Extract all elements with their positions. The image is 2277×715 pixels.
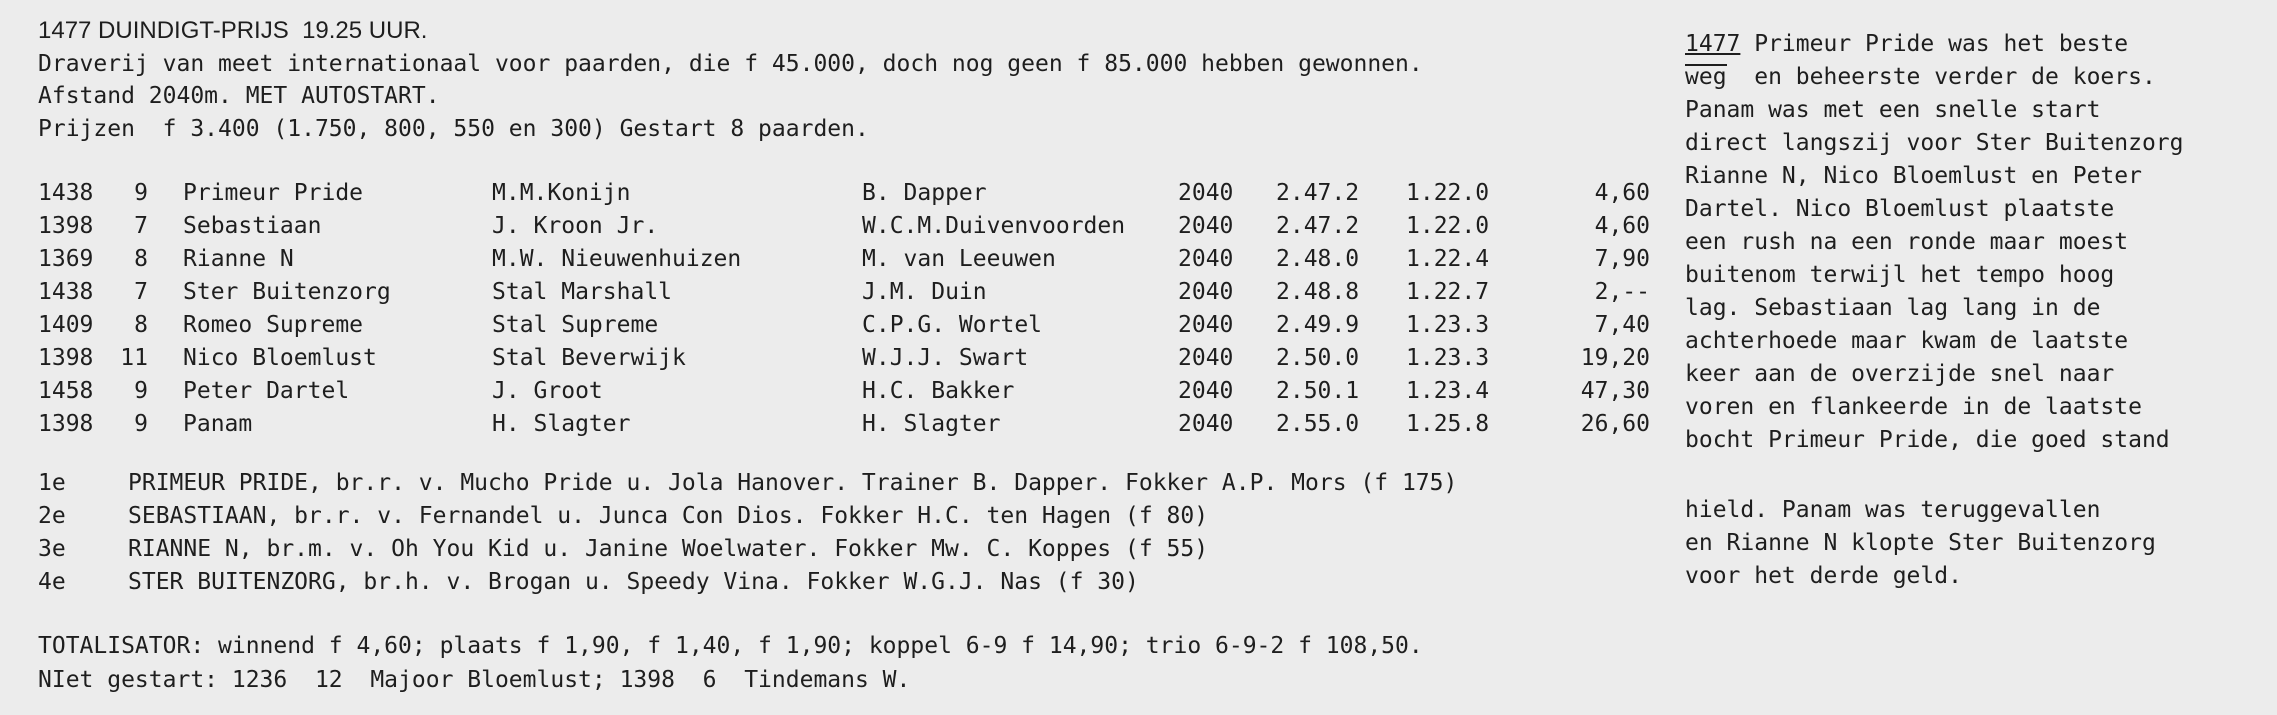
cell-km: 1.22.0 (1406, 180, 1490, 206)
cell-start: 8 (134, 312, 148, 338)
race-distance: Afstand 2040m. MET AUTOSTART. (38, 83, 440, 109)
cell-start: 9 (134, 411, 148, 437)
cell-driver: H. Slagter (862, 411, 1001, 437)
cell-odds: 26,60 (1580, 411, 1650, 437)
commentary-line: keer aan de overzijde snel naar (1685, 361, 2115, 387)
cell-owner: J. Kroon Jr. (492, 213, 659, 239)
cell-driver: J.M. Duin (862, 279, 987, 305)
cell-owner: Stal Marshall (492, 279, 673, 305)
cell-odds: 19,20 (1580, 345, 1650, 371)
cell-time: 2.48.8 (1276, 279, 1360, 305)
cell-driver: W.J.J. Swart (862, 345, 1029, 371)
commentary-line: Rianne N, Nico Bloemlust en Peter (1685, 163, 2142, 189)
commentary-first-line (1685, 28, 2128, 61)
cell-dist: 2040 (1178, 312, 1234, 338)
commentary-line: direct langszij voor Ster Buitenzorg (1685, 130, 2184, 156)
cell-km: 1.23.3 (1406, 345, 1490, 371)
cell-horse: Rianne N (183, 246, 294, 272)
cell-horse: Ster Buitenzorg (183, 279, 391, 305)
cell-time: 2.47.2 (1276, 213, 1360, 239)
commentary-line: en Rianne N klopte Ster Buitenzorg (1685, 530, 2156, 556)
commentary-second-line (1685, 61, 2156, 94)
placing-text: SEBASTIAAN, br.r. v. Fernandel u. Junca Con Dios. Fokker H.C. ten Hagen (f 80) (128, 503, 1209, 529)
cell-nr: 1369 (38, 246, 94, 272)
commentary-line: voor het derde geld. (1685, 563, 1962, 589)
cell-odds: 7,90 (1594, 246, 1650, 272)
placing-text: RIANNE N, br.m. v. Oh You Kid u. Janine Woelwater. Fokker Mw. C. Koppes (f 55) (128, 536, 1209, 562)
cell-nr: 1438 (38, 279, 94, 305)
cell-owner: Stal Beverwijk (492, 345, 686, 371)
cell-nr: 1398 (38, 411, 94, 437)
cell-time: 2.48.0 (1276, 246, 1360, 272)
cell-driver: H.C. Bakker (862, 378, 1015, 404)
cell-km: 1.22.7 (1406, 279, 1490, 305)
commentary-ref-word: weg (1685, 64, 1727, 90)
commentary-line: voren en flankeerde in de laatste (1685, 394, 2142, 420)
cell-odds: 4,60 (1594, 213, 1650, 239)
cell-km: 1.23.3 (1406, 312, 1490, 338)
cell-start: 8 (134, 246, 148, 272)
commentary-line: bocht Primeur Pride, die goed stand (1685, 427, 2170, 453)
race-title: 1477 DUINDIGT-PRIJS 19.25 UUR. (38, 17, 428, 44)
cell-start: 9 (134, 180, 148, 206)
cell-nr: 1398 (38, 213, 94, 239)
placing-text: PRIMEUR PRIDE, br.r. v. Mucho Pride u. Jola Hanover. Trainer B. Dapper. Fokker A.P. Mors (f 175) (128, 470, 1458, 496)
commentary-line: lag. Sebastiaan lag lang in de (1685, 295, 2101, 321)
cell-dist: 2040 (1178, 213, 1234, 239)
cell-horse: Peter Dartel (183, 378, 350, 404)
cell-odds: 47,30 (1580, 378, 1650, 404)
cell-owner: M.M.Konijn (492, 180, 631, 206)
commentary-line: achterhoede maar kwam de laatste (1685, 328, 2129, 354)
commentary-text: Primeur Pride was het beste (1740, 31, 2129, 57)
cell-owner: J. Groot (492, 378, 603, 404)
placing-position: 1e (38, 470, 66, 496)
cell-dist: 2040 (1178, 378, 1234, 404)
cell-dist: 2040 (1178, 246, 1234, 272)
cell-owner: M.W. Nieuwenhuizen (492, 246, 742, 272)
cell-driver: M. van Leeuwen (862, 246, 1056, 272)
cell-horse: Primeur Pride (183, 180, 364, 206)
cell-nr: 1409 (38, 312, 94, 338)
cell-km: 1.22.4 (1406, 246, 1490, 272)
cell-driver: B. Dapper (862, 180, 987, 206)
cell-horse: Sebastiaan (183, 213, 322, 239)
cell-time: 2.55.0 (1276, 411, 1360, 437)
cell-dist: 2040 (1178, 279, 1234, 305)
cell-horse: Panam (183, 411, 253, 437)
cell-time: 2.49.9 (1276, 312, 1360, 338)
cell-time: 2.50.1 (1276, 378, 1360, 404)
cell-start: 9 (134, 378, 148, 404)
cell-nr: 1438 (38, 180, 94, 206)
race-prizes: Prijzen f 3.400 (1.750, 800, 550 en 300) Gestart 8 paarden. (38, 116, 869, 142)
commentary-line: Dartel. Nico Bloemlust plaatste (1685, 196, 2115, 222)
cell-start: 7 (134, 213, 148, 239)
cell-owner: Stal Supreme (492, 312, 659, 338)
cell-horse: Romeo Supreme (183, 312, 364, 338)
cell-time: 2.47.2 (1276, 180, 1360, 206)
cell-nr: 1458 (38, 378, 94, 404)
cell-dist: 2040 (1178, 180, 1234, 206)
commentary-race-ref: 1477 (1685, 31, 1741, 57)
cell-nr: 1398 (38, 345, 94, 371)
placing-position: 4e (38, 569, 66, 595)
cell-start: 7 (134, 279, 148, 305)
cell-dist: 2040 (1178, 411, 1234, 437)
commentary-line: een rush na een ronde maar moest (1685, 229, 2129, 255)
cell-driver: W.C.M.Duivenvoorden (862, 213, 1126, 239)
cell-km: 1.23.4 (1406, 378, 1490, 404)
totalisator-line: TOTALISATOR: winnend f 4,60; plaats f 1,90, f 1,40, f 1,90; koppel 6-9 f 14,90; trio 6-9-2 f 108,50. (38, 633, 1423, 659)
cell-owner: H. Slagter (492, 411, 631, 437)
cell-km: 1.25.8 (1406, 411, 1490, 437)
commentary-line: buitenom terwijl het tempo hoog (1685, 262, 2115, 288)
cell-dist: 2040 (1178, 345, 1234, 371)
cell-odds: 7,40 (1594, 312, 1650, 338)
cell-odds: 4,60 (1594, 180, 1650, 206)
cell-horse: Nico Bloemlust (183, 345, 377, 371)
cell-km: 1.22.0 (1406, 213, 1490, 239)
cell-time: 2.50.0 (1276, 345, 1360, 371)
placing-position: 3e (38, 536, 66, 562)
cell-driver: C.P.G. Wortel (862, 312, 1043, 338)
race-conditions: Draverij van meet internationaal voor paarden, die f 45.000, doch nog geen f 85.000 hebben gewonnen. (38, 51, 1423, 77)
cell-odds: 2,-- (1594, 279, 1650, 305)
commentary-text: en beheerste verder de koers. (1726, 64, 2156, 90)
commentary-line: hield. Panam was teruggevallen (1685, 497, 2101, 523)
placing-position: 2e (38, 503, 66, 529)
commentary-line: Panam was met een snelle start (1685, 97, 2101, 123)
cell-start: 11 (120, 345, 148, 371)
placing-text: STER BUITENZORG, br.h. v. Brogan u. Speedy Vina. Fokker W.G.J. Nas (f 30) (128, 569, 1139, 595)
not-started-line: NIet gestart: 1236 12 Majoor Bloemlust; 1398 6 Tindemans W. (38, 667, 911, 693)
